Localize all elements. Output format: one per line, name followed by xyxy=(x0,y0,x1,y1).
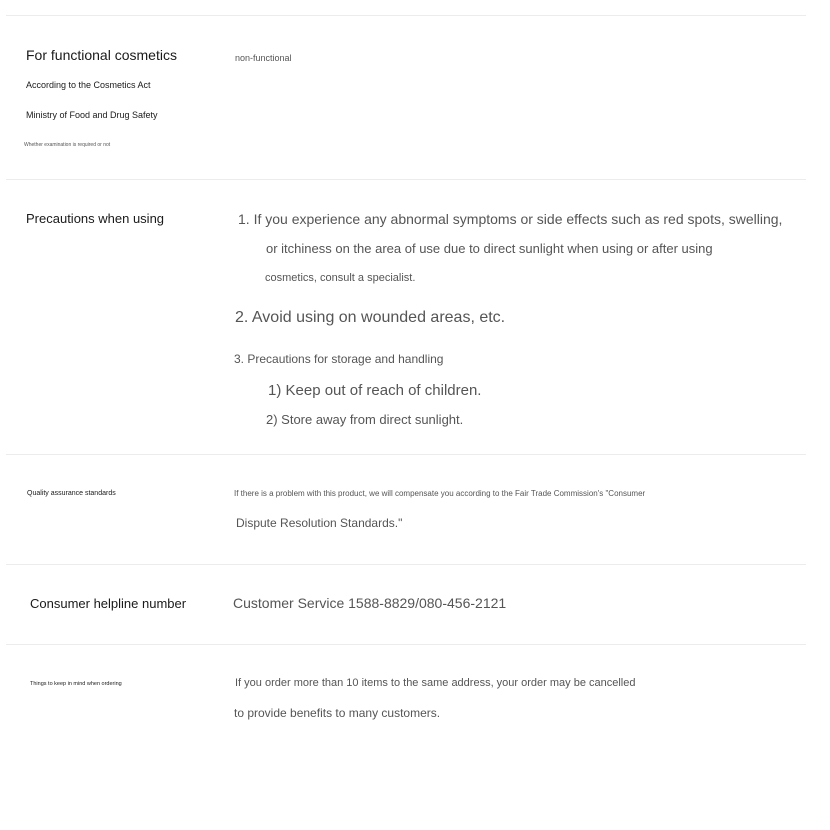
precaution-item-1-line-2: or itchiness on the area of use due to direct sunlight when using or after using xyxy=(266,241,713,256)
divider-3 xyxy=(6,564,806,565)
ordering-label: Things to keep in mind when ordering xyxy=(30,681,122,687)
ordering-line-1: If you order more than 10 items to the same address, your order may be cancelled xyxy=(235,677,636,689)
precaution-item-3-sub-1: 1) Keep out of reach of children. xyxy=(268,382,482,399)
precaution-item-3: 3. Precautions for storage and handling xyxy=(234,352,444,366)
divider-2 xyxy=(6,454,806,455)
precaution-item-2: 2. Avoid using on wounded areas, etc. xyxy=(235,309,506,326)
helpline-value: Customer Service 1588-8829/080-456-2121 xyxy=(233,595,507,611)
precaution-item-3-sub-2: 2) Store away from direct sunlight. xyxy=(266,412,464,427)
quality-line-1: If there is a problem with this product, we will compensate you according to the Fair Trade Commission's "Consumer xyxy=(234,489,646,498)
functional-title: For functional cosmetics xyxy=(26,47,177,63)
precaution-item-1-line-1: 1. If you experience any abnormal symptoms or side effects such as red spots, swelling, xyxy=(238,211,783,227)
divider-1 xyxy=(6,179,806,180)
quality-label: Quality assurance standards xyxy=(27,490,116,497)
divider-top xyxy=(6,15,806,16)
functional-subtitle-ministry: Ministry of Food and Drug Safety xyxy=(26,110,158,120)
functional-value: non-functional xyxy=(235,53,292,63)
precaution-item-1-line-3: cosmetics, consult a specialist. xyxy=(265,272,416,284)
precautions-label: Precautions when using xyxy=(26,211,165,226)
helpline-label: Consumer helpline number xyxy=(30,596,187,611)
functional-subtitle-act: According to the Cosmetics Act xyxy=(26,80,151,90)
ordering-line-2: to provide benefits to many customers. xyxy=(234,706,441,720)
quality-line-2: Dispute Resolution Standards." xyxy=(236,516,403,530)
functional-subtitle-examination: Whether examination is required or not xyxy=(24,142,111,148)
divider-4 xyxy=(6,644,806,645)
